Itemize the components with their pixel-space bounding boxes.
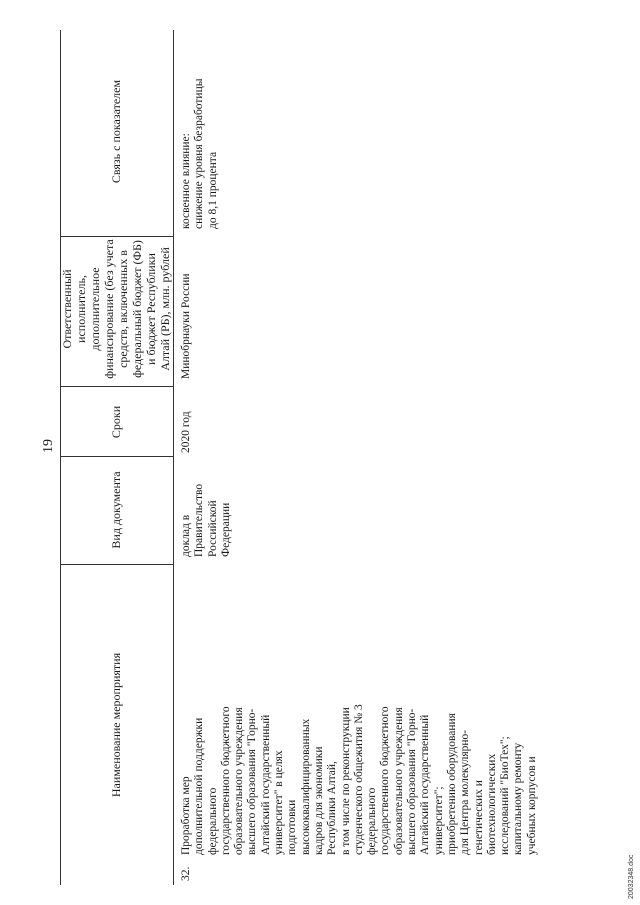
column-divider	[60, 386, 173, 387]
header-executor: Ответственный исполнитель, дополнительное финансирование (без учета средств, включенных в федеральный бюджет (ФБ) и бюджет Республики Алтай (РБ), млн. рублей	[60, 239, 172, 379]
row-doc-type: доклад в Правительство Российской Федерации	[180, 483, 232, 557]
document-code: 20032348.doc	[628, 854, 635, 899]
header-name: Наименование мероприятия	[109, 652, 123, 798]
row-number: 32.	[180, 866, 192, 881]
measures-table	[60, 30, 630, 885]
row-link: косвенное влияние: снижение уровня безработицы до 8,1 процента	[180, 78, 219, 229]
header-link: Связь с показателем	[109, 79, 123, 184]
header-bottom-border	[173, 30, 174, 885]
row-terms: 2020 год	[180, 411, 192, 453]
row-executor: Минобрнауки России	[180, 273, 192, 379]
header-doc-type: Вид документа	[109, 471, 123, 549]
row-name: Проработка мер дополнительной поддержки федерального государственного бюджетного образовательного учреждения высшего образования "Горно- Алтайский государственный университет" в целях подготовки высококвалифицированных кадров для экономики Республики Алтай, в том числе по реконструкции студенческого общежития № 3 федерального государственного бюджетного образовательного учреждения высшего образования "Горно- Алтайский государственный университет"; приобретению оборудования для Центра молекулярно- генетических и биотехнологических исследований "БиоТех"; капитальному ремонту учебных корпусов и	[180, 704, 538, 855]
header-terms: Сроки	[109, 405, 123, 439]
page-number: 19	[41, 439, 56, 453]
column-divider	[60, 456, 173, 457]
column-divider	[60, 236, 173, 237]
